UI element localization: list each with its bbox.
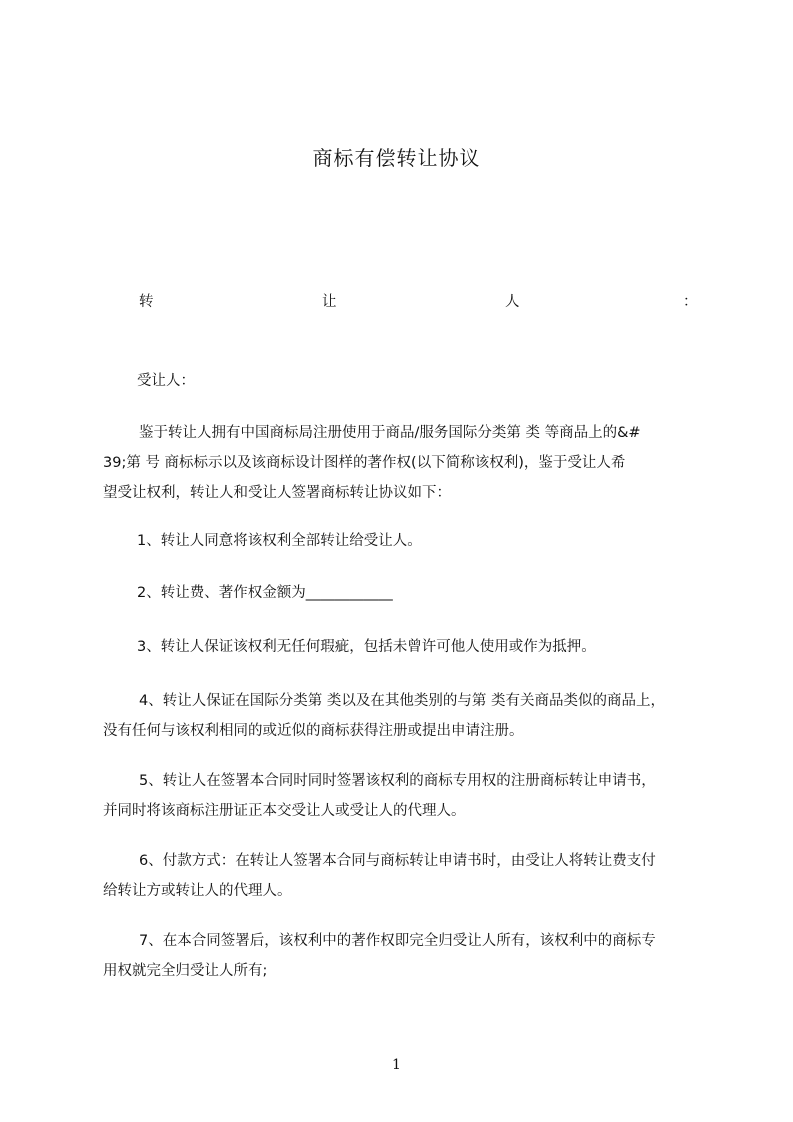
clause-1-line-1: 1、转让人同意将该权利全部转让给受让人。 (137, 533, 422, 549)
clause-6-line-2: 给转让方或转让人的代理人。 (103, 883, 292, 899)
clause-7-line-1: 7、在本合同签署后，该权利中的著作权即完全归受让人所有，该权利中的商标专 (139, 933, 656, 949)
transferor-label-colon: ： (683, 294, 698, 310)
intro-paragraph (103, 418, 713, 508)
clause-4 (103, 686, 713, 746)
clause-3 (103, 632, 713, 662)
clause-4-line-1: 4、转让人保证在国际分类第 类以及在其他类别的与第 类有关商品类似的商品上， (139, 693, 665, 709)
document-title: 商标有偿转让协议 (312, 146, 481, 170)
clause-2-line-1: 2、转让费、著作权金额为____________ (137, 585, 393, 601)
clause-7-line-2: 用权就完全归受让人所有; (103, 963, 268, 979)
clause-3-line-1: 3、转让人保证该权利无任何瑕疵，包括未曾许可他人使用或作为抵押。 (137, 639, 596, 655)
clause-7 (103, 926, 713, 986)
clause-1 (103, 526, 713, 556)
intro-line-2: 39;第 号 商标标示以及该商标设计图样的著作权(以下简称该权利)，鉴于受让人希 (103, 455, 626, 471)
transferee-label (103, 366, 713, 396)
intro-line-1: 鉴于转让人拥有中国商标局注册使用于商品/服务国际分类第 类 等商品上的&# (139, 425, 641, 441)
clause-5-line-1: 5、转让人在签署本合同时同时签署该权利的商标专用权的注册商标转让申请书， (139, 773, 656, 789)
clause-6 (103, 846, 713, 906)
transferor-label-char-2: 让 (322, 294, 337, 310)
clause-6-line-1: 6、付款方式：在转让人签署本合同与商标转让申请书时，由受让人将转让费支付 (139, 853, 656, 869)
clause-4-line-2: 没有任何与该权利相同的或近似的商标获得注册或提出申请注册。 (103, 723, 524, 739)
page-number: 1 (392, 1057, 401, 1073)
transferor-label-char-1: 转 (139, 294, 154, 310)
transferee-label-text: 受让人： (137, 373, 195, 389)
clause-2 (103, 578, 713, 608)
clause-5-line-2: 并同时将该商标注册证正本交受让人或受让人的代理人。 (103, 803, 466, 819)
clause-5 (103, 766, 713, 826)
transferor-label-char-3: 人 (505, 294, 520, 310)
intro-line-3: 望受让权利，转让人和受让人签署商标转让协议如下： (103, 485, 451, 501)
